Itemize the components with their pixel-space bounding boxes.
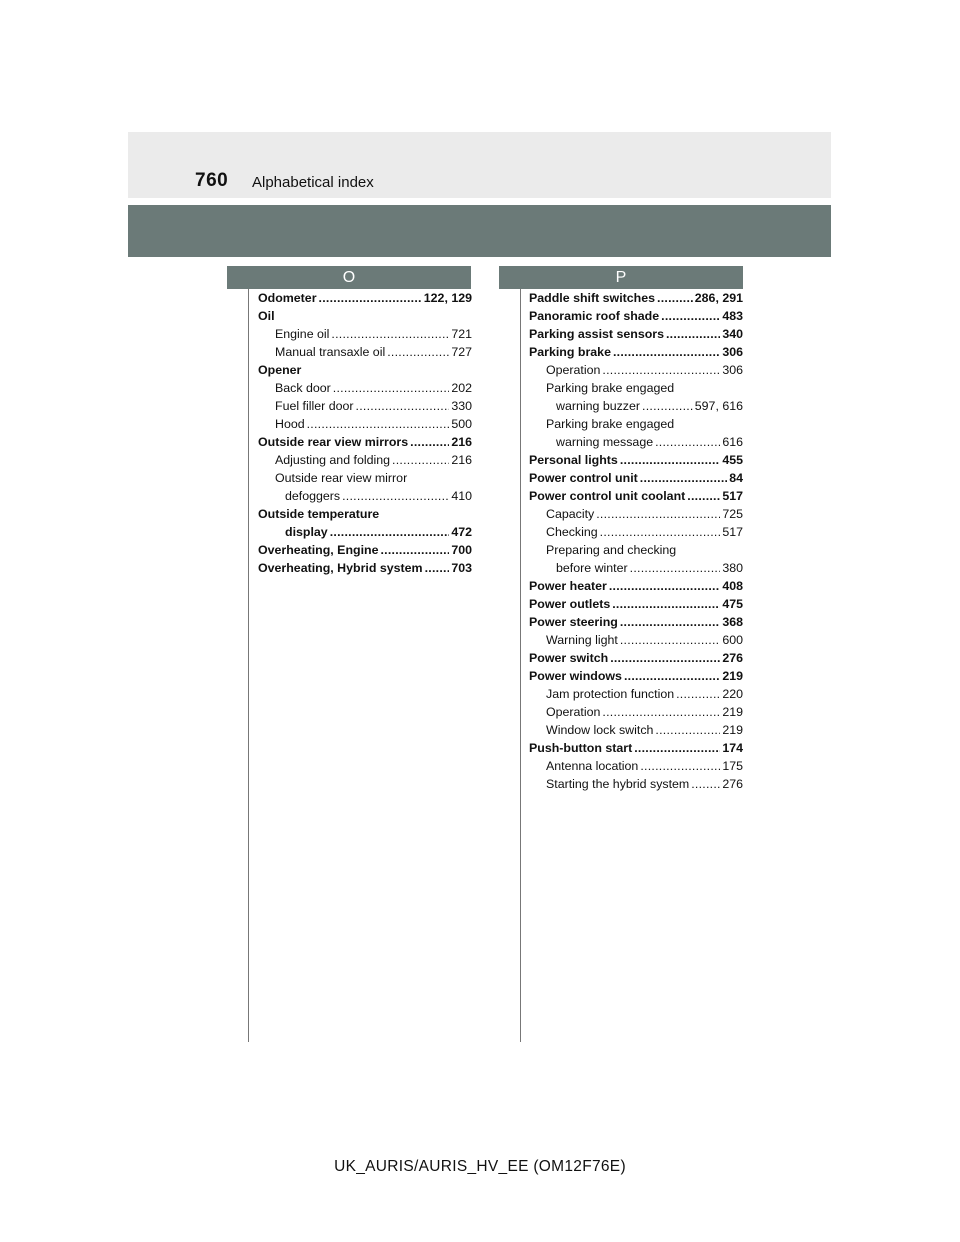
index-entry: [529, 289, 743, 307]
index-entry: [258, 379, 472, 397]
index-entry-label: Back door: [275, 381, 331, 395]
index-entry-label: Operation: [546, 705, 601, 719]
dot-leader: [661, 307, 720, 325]
index-entry-pages[interactable]: 700: [451, 543, 472, 557]
index-entry-label: Power control unit coolant: [529, 489, 686, 503]
index-entry: [529, 325, 743, 343]
index-entry-label: Power control unit: [529, 471, 638, 485]
index-entry-label: Checking: [546, 525, 598, 539]
index-entry: [529, 595, 743, 613]
index-entry-pages[interactable]: 219: [722, 705, 743, 719]
index-entry-label: Parking brake engaged: [546, 417, 675, 431]
index-entry: [529, 487, 743, 505]
index-entry-pages[interactable]: 616: [722, 435, 743, 449]
dot-leader: [620, 613, 720, 631]
index-entry-pages[interactable]: 122, 129: [423, 291, 472, 305]
index-entry-label: Engine oil: [275, 327, 330, 341]
dot-leader: [425, 559, 450, 577]
index-entry: [529, 757, 743, 775]
index-entry: [258, 541, 472, 559]
index-entry-label: Adjusting and folding: [275, 453, 391, 467]
dot-leader: [613, 343, 720, 361]
dot-leader: [655, 433, 720, 451]
index-entry: [529, 379, 743, 397]
index-entry-label: Outside rear view mirrors: [258, 435, 409, 449]
index-entry: [258, 559, 472, 577]
dot-leader: [331, 325, 449, 343]
dot-leader: [333, 379, 450, 397]
index-entry-pages[interactable]: 286, 291: [694, 291, 743, 305]
index-entry-pages[interactable]: 276: [722, 651, 743, 665]
index-entry-label: Personal lights: [529, 453, 618, 467]
index-entry: [529, 559, 743, 577]
index-entry: [258, 415, 472, 433]
dot-leader: [610, 649, 720, 667]
index-entry: [529, 433, 743, 451]
index-entry-pages[interactable]: 517: [722, 489, 743, 503]
dot-leader: [602, 703, 720, 721]
index-entry-pages[interactable]: 216: [451, 453, 472, 467]
index-entry-label: defoggers: [285, 489, 341, 503]
index-entry-label: Power steering: [529, 615, 618, 629]
dot-leader: [609, 577, 720, 595]
dot-leader: [612, 595, 720, 613]
dot-leader: [319, 289, 422, 307]
index-entry: [258, 325, 472, 343]
index-entry-pages[interactable]: 202: [451, 381, 472, 395]
dot-leader: [596, 505, 720, 523]
index-entry-pages[interactable]: 380: [722, 561, 743, 575]
index-entry-pages[interactable]: 84: [729, 471, 743, 485]
index-entry-pages[interactable]: 174: [722, 741, 743, 755]
index-entry: [258, 469, 472, 487]
index-entry-pages[interactable]: 340: [722, 327, 743, 341]
index-entry-pages[interactable]: 725: [722, 507, 743, 521]
index-entry-pages[interactable]: 368: [722, 615, 743, 629]
index-entry-pages[interactable]: 306: [722, 363, 743, 377]
index-entry-label: Starting the hybrid system: [546, 777, 690, 791]
section-title: Alphabetical index: [252, 174, 374, 191]
index-entry: [529, 775, 743, 793]
index-entry-label: Capacity: [546, 507, 595, 521]
index-entry-pages[interactable]: 721: [451, 327, 472, 341]
index-entry-label: Parking brake engaged: [546, 381, 675, 395]
index-entry: [258, 343, 472, 361]
index-entry: [529, 397, 743, 415]
dot-leader: [356, 397, 450, 415]
column-divider-p: [520, 289, 521, 1042]
dot-leader: [381, 541, 450, 559]
index-entry-pages[interactable]: 410: [451, 489, 472, 503]
index-entry: [529, 685, 743, 703]
index-entry: [529, 505, 743, 523]
index-entry-label: Antenna location: [546, 759, 639, 773]
index-entry: [529, 415, 743, 433]
index-entry-label: Jam protection function: [546, 687, 675, 701]
index-entry: [529, 649, 743, 667]
index-entry: [258, 505, 472, 523]
dot-leader: [640, 469, 727, 487]
index-entry-label: Preparing and checking: [546, 543, 677, 557]
index-entry-label: Power outlets: [529, 597, 611, 611]
index-entry-label: Warning light: [546, 633, 618, 647]
index-entry-pages[interactable]: 219: [722, 723, 743, 737]
index-entry: [529, 703, 743, 721]
document-code: UK_AURIS/AURIS_HV_EE (OM12F76E): [334, 1158, 626, 1175]
index-entry-label: warning buzzer: [556, 399, 641, 413]
index-entry-label: Push-button start: [529, 741, 633, 755]
index-entry-label: Paddle shift switches: [529, 291, 656, 305]
section-banner: [128, 205, 831, 257]
index-entry-pages[interactable]: 475: [722, 597, 743, 611]
index-entry-label: warning message: [556, 435, 654, 449]
dot-leader: [676, 685, 720, 703]
index-entry-label: Overheating, Engine: [258, 543, 379, 557]
dot-leader: [630, 559, 721, 577]
index-entry-label: Outside temperature: [258, 507, 380, 521]
dot-leader: [624, 667, 720, 685]
index-entry-label: Hood: [275, 417, 305, 431]
index-entry-label: Window lock switch: [546, 723, 654, 737]
index-entry-label: Fuel filler door: [275, 399, 354, 413]
dot-leader: [330, 523, 450, 541]
index-entry-label: Odometer: [258, 291, 317, 305]
dot-leader: [620, 451, 720, 469]
letter-heading-p: P: [499, 266, 743, 289]
dot-leader: [342, 487, 449, 505]
index-entry-label: Panoramic roof shade: [529, 309, 660, 323]
dot-leader: [620, 631, 720, 649]
index-entry: [529, 523, 743, 541]
index-entry-pages[interactable]: 703: [451, 561, 472, 575]
index-entry-pages[interactable]: 216: [451, 435, 472, 449]
index-entry-label: Power windows: [529, 669, 622, 683]
index-entry-pages[interactable]: 219: [722, 669, 743, 683]
index-entry: [258, 433, 472, 451]
index-entry: [529, 469, 743, 487]
index-entry-pages[interactable]: 330: [451, 399, 472, 413]
index-entry: [529, 343, 743, 361]
dot-leader: [657, 289, 693, 307]
index-entry-label: Manual transaxle oil: [275, 345, 386, 359]
index-entry: [529, 631, 743, 649]
index-entry-pages[interactable]: 220: [722, 687, 743, 701]
index-column-p: [529, 289, 743, 793]
index-entry-pages[interactable]: 472: [451, 525, 472, 539]
index-entry-pages[interactable]: 306: [722, 345, 743, 359]
page-number: 760: [195, 170, 229, 191]
dot-leader: [392, 451, 449, 469]
index-entry-pages[interactable]: 727: [451, 345, 472, 359]
dot-leader: [387, 343, 449, 361]
index-entry: [529, 541, 743, 559]
index-entry: [258, 361, 472, 379]
dot-leader: [666, 325, 720, 343]
index-entry: [258, 397, 472, 415]
index-entry-pages[interactable]: 455: [722, 453, 743, 467]
dot-leader: [307, 415, 450, 433]
index-entry-label: Power switch: [529, 651, 609, 665]
letter-heading-o: O: [227, 266, 471, 289]
index-entry-label: Opener: [258, 363, 302, 377]
index-entry: [258, 523, 472, 541]
index-entry-label: Outside rear view mirror: [275, 471, 408, 485]
dot-leader: [640, 757, 720, 775]
dot-leader: [691, 775, 720, 793]
index-entry-pages[interactable]: 600: [722, 633, 743, 647]
index-entry: [529, 613, 743, 631]
index-entry: [529, 721, 743, 739]
header-band: [128, 132, 831, 198]
index-entry-label: Oil: [258, 309, 275, 323]
index-entry-label: Parking assist sensors: [529, 327, 664, 341]
index-entry-pages[interactable]: 276: [722, 777, 743, 791]
index-entry: [258, 307, 472, 325]
dot-leader: [410, 433, 449, 451]
index-entry-label: before winter: [556, 561, 628, 575]
index-entry-label: display: [285, 525, 328, 539]
dot-leader: [642, 397, 693, 415]
dot-leader: [634, 739, 720, 757]
index-entry: [529, 577, 743, 595]
index-entry-label: Operation: [546, 363, 601, 377]
index-entry: [258, 451, 472, 469]
index-entry-label: Parking brake: [529, 345, 611, 359]
index-entry: [529, 739, 743, 757]
index-entry-pages[interactable]: 517: [722, 525, 743, 539]
index-entry-pages[interactable]: 175: [722, 759, 743, 773]
index-entry: [529, 361, 743, 379]
index-entry-pages[interactable]: 500: [451, 417, 472, 431]
index-entry: [258, 487, 472, 505]
dot-leader: [600, 523, 721, 541]
index-entry-pages[interactable]: 597, 616: [694, 399, 743, 413]
index-entry-pages[interactable]: 483: [722, 309, 743, 323]
index-entry-label: Overheating, Hybrid system: [258, 561, 423, 575]
index-entry-label: Power heater: [529, 579, 607, 593]
index-entry: [529, 451, 743, 469]
index-entry: [529, 667, 743, 685]
index-entry: [258, 289, 472, 307]
index-entry: [529, 307, 743, 325]
index-entry-pages[interactable]: 408: [722, 579, 743, 593]
dot-leader: [602, 361, 720, 379]
dot-leader: [687, 487, 720, 505]
index-column-o: [258, 289, 472, 577]
dot-leader: [655, 721, 720, 739]
column-divider-o: [248, 289, 249, 1042]
